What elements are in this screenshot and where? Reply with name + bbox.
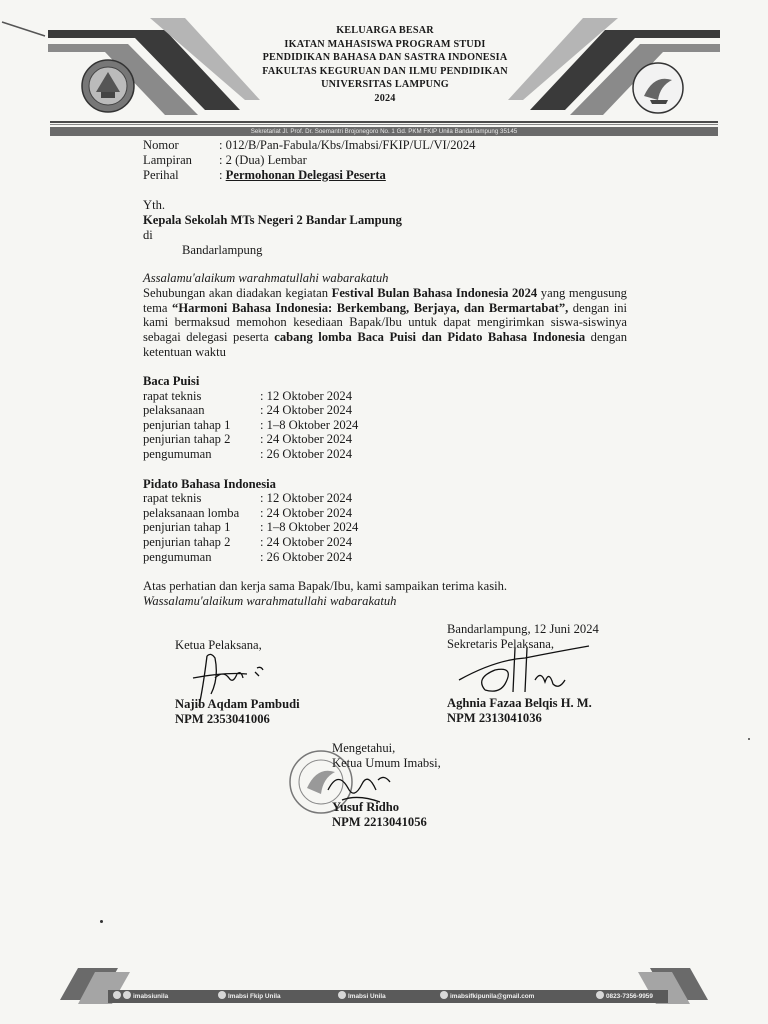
org-line-2: IKATAN MAHASISWA PROGRAM STUDI	[284, 38, 486, 50]
center-known: Mengetahui,	[332, 741, 396, 755]
right-signer-name: Aghnia Fazaa Belqis H. M.	[447, 696, 592, 710]
nomor-label: Nomor	[143, 138, 179, 152]
di: di	[143, 228, 153, 242]
recipient-city: Bandarlampung	[182, 243, 263, 257]
scan-speck	[748, 738, 750, 740]
secretariat-address: Sekretariat Jl. Prof. Dr. Soemantri Brojonegoro No. 1 Gd. PKM FKIP Unila Bandarlampung 35145	[250, 128, 518, 135]
schedule-value: : 12 Oktober 2024	[260, 491, 352, 505]
schedule-value: : 24 Oktober 2024	[260, 535, 352, 549]
schedule-value: : 24 Oktober 2024	[260, 403, 352, 417]
lampiran-label: Lampiran	[143, 153, 192, 167]
letterhead-title	[230, 24, 540, 106]
body-text-1: Sehubungan akan diadakan kegiatan	[143, 286, 332, 300]
schedule-value: : 1–8 Oktober 2024	[260, 520, 359, 534]
schedule-label: penjurian tahap 2	[143, 535, 231, 549]
schedule-label: pelaksanaan	[143, 403, 205, 417]
footer-instagram	[113, 990, 168, 1003]
closing-salam: Wassalamu'alaikum warahmatullahi wabarakatuh	[143, 594, 397, 608]
schedule-label: pengumuman	[143, 550, 212, 564]
left-signer-name: Najib Aqdam Pambudi	[175, 697, 300, 711]
footer-bar	[108, 990, 668, 1003]
yth: Yth.	[143, 198, 166, 212]
center-signer-name: Yusuf Ridho	[332, 800, 400, 814]
footer-email	[440, 990, 534, 1003]
org-line-4: FAKULTAS KEGURUAN DAN ILMU PENDIDIKAN	[262, 65, 508, 77]
schedule-label: penjurian tahap 1	[143, 520, 231, 534]
schedule-value: : 12 Oktober 2024	[260, 389, 352, 403]
youtube-icon	[218, 991, 226, 999]
center-signer-role: Ketua Umum Imabsi,	[332, 756, 441, 770]
youtube-handle: Imabsi Fkip Unila	[228, 993, 281, 1000]
schedule-value: : 26 Oktober 2024	[260, 550, 352, 564]
schedule-label: pelaksanaan lomba	[143, 506, 240, 520]
org-line-3: PENDIDIKAN BAHASA DAN SASTRA INDONESIA	[262, 52, 508, 64]
schedule-title-pidato: Pidato Bahasa Indonesia	[143, 477, 276, 491]
place-date: Bandarlampung, 12 Juni 2024	[447, 622, 599, 636]
event-theme: “Harmoni Bahasa Indonesia: Berkembang, Berjaya, dan Bermartabat”,	[172, 300, 569, 315]
left-signer-npm: NPM 2353041006	[175, 712, 270, 726]
body-text-4: dengan ketentuan waktu	[143, 330, 628, 359]
instagram-icon	[113, 991, 121, 999]
perihal-row	[219, 168, 386, 183]
closing-thanks: Atas perhatian dan kerja sama Bapak/Ibu, kami sampaikan terima kasih.	[143, 579, 508, 593]
body-paragraph	[143, 286, 627, 360]
body-text-2: yang mengusung tema	[143, 286, 627, 315]
schedule-label: penjurian tahap 1	[143, 418, 231, 432]
footer-phone	[596, 990, 653, 1003]
greeting: Assalamu'alaikum warahmatullahi wabarakatuh	[143, 271, 389, 285]
schedule-value: : 1–8 Oktober 2024	[260, 418, 359, 432]
competition-branch: cabang lomba Baca Puisi dan Pidato Bahasa Indonesia	[274, 330, 586, 345]
recipient-title: Kepala Sekolah	[143, 213, 228, 227]
recipient-school: MTs Negeri 2 Bandar Lampung	[227, 213, 402, 227]
email-icon	[440, 991, 448, 999]
email-address: imabsifkipunila@gmail.com	[450, 993, 535, 1000]
schedule-value: : 24 Oktober 2024	[260, 506, 352, 520]
event-name: Festival Bulan Bahasa Indonesia 2024	[331, 286, 538, 300]
schedule-value: : 24 Oktober 2024	[260, 432, 352, 446]
right-signer-npm: NPM 2313041036	[447, 711, 542, 725]
lampiran-value: : 2 (Dua) Lembar	[219, 153, 307, 167]
schedule-value: : 26 Oktober 2024	[260, 447, 352, 461]
footer-facebook	[338, 990, 386, 1003]
org-line-1: KELUARGA BESAR	[336, 25, 434, 36]
schedule-label: pengumuman	[143, 447, 212, 461]
header-divider	[50, 121, 718, 123]
footer-youtube	[218, 990, 281, 1003]
instagram-handle: imabsiunila	[133, 993, 169, 1000]
schedule-label: penjurian tahap 2	[143, 432, 231, 446]
tiktok-icon	[123, 991, 131, 999]
body-text-3: dengan ini kami bermaksud memohon kesediaan Bapak/Ibu untuk dapat mengirimkan siswa-siswinya sebagai delegasi peserta	[143, 300, 628, 345]
perihal-label: Perihal	[143, 168, 179, 182]
schedule-title-baca-puisi: Baca Puisi	[143, 374, 200, 388]
org-line-5: UNIVERSITAS LAMPUNG	[321, 79, 449, 91]
imabsi-logo-icon	[630, 60, 686, 116]
facebook-handle: Imabsi Unila	[348, 993, 386, 1000]
unila-logo-icon	[80, 58, 136, 114]
schedule-label: rapat teknis	[143, 491, 202, 505]
perihal-colon: :	[219, 168, 226, 182]
left-signer-role: Ketua Pelaksana,	[175, 638, 262, 652]
nomor-value: : 012/B/Pan-Fabula/Kbs/Imabsi/FKIP/UL/VI/2024	[219, 138, 476, 152]
recipient-name	[143, 213, 402, 228]
right-signer-role: Sekretaris Pelaksana,	[447, 637, 555, 651]
perihal-value: Permohonan Delegasi Peserta	[225, 168, 386, 182]
phone-number: 0823-7356-9959	[606, 993, 653, 1000]
header-divider-thin	[50, 124, 718, 125]
org-year: 2024	[374, 92, 396, 104]
right-signature-icon	[455, 640, 595, 700]
scan-speck	[100, 920, 103, 923]
facebook-icon	[338, 991, 346, 999]
whatsapp-icon	[596, 991, 604, 999]
schedule-label: rapat teknis	[143, 389, 202, 403]
center-signer-npm: NPM 2213041056	[332, 815, 427, 829]
